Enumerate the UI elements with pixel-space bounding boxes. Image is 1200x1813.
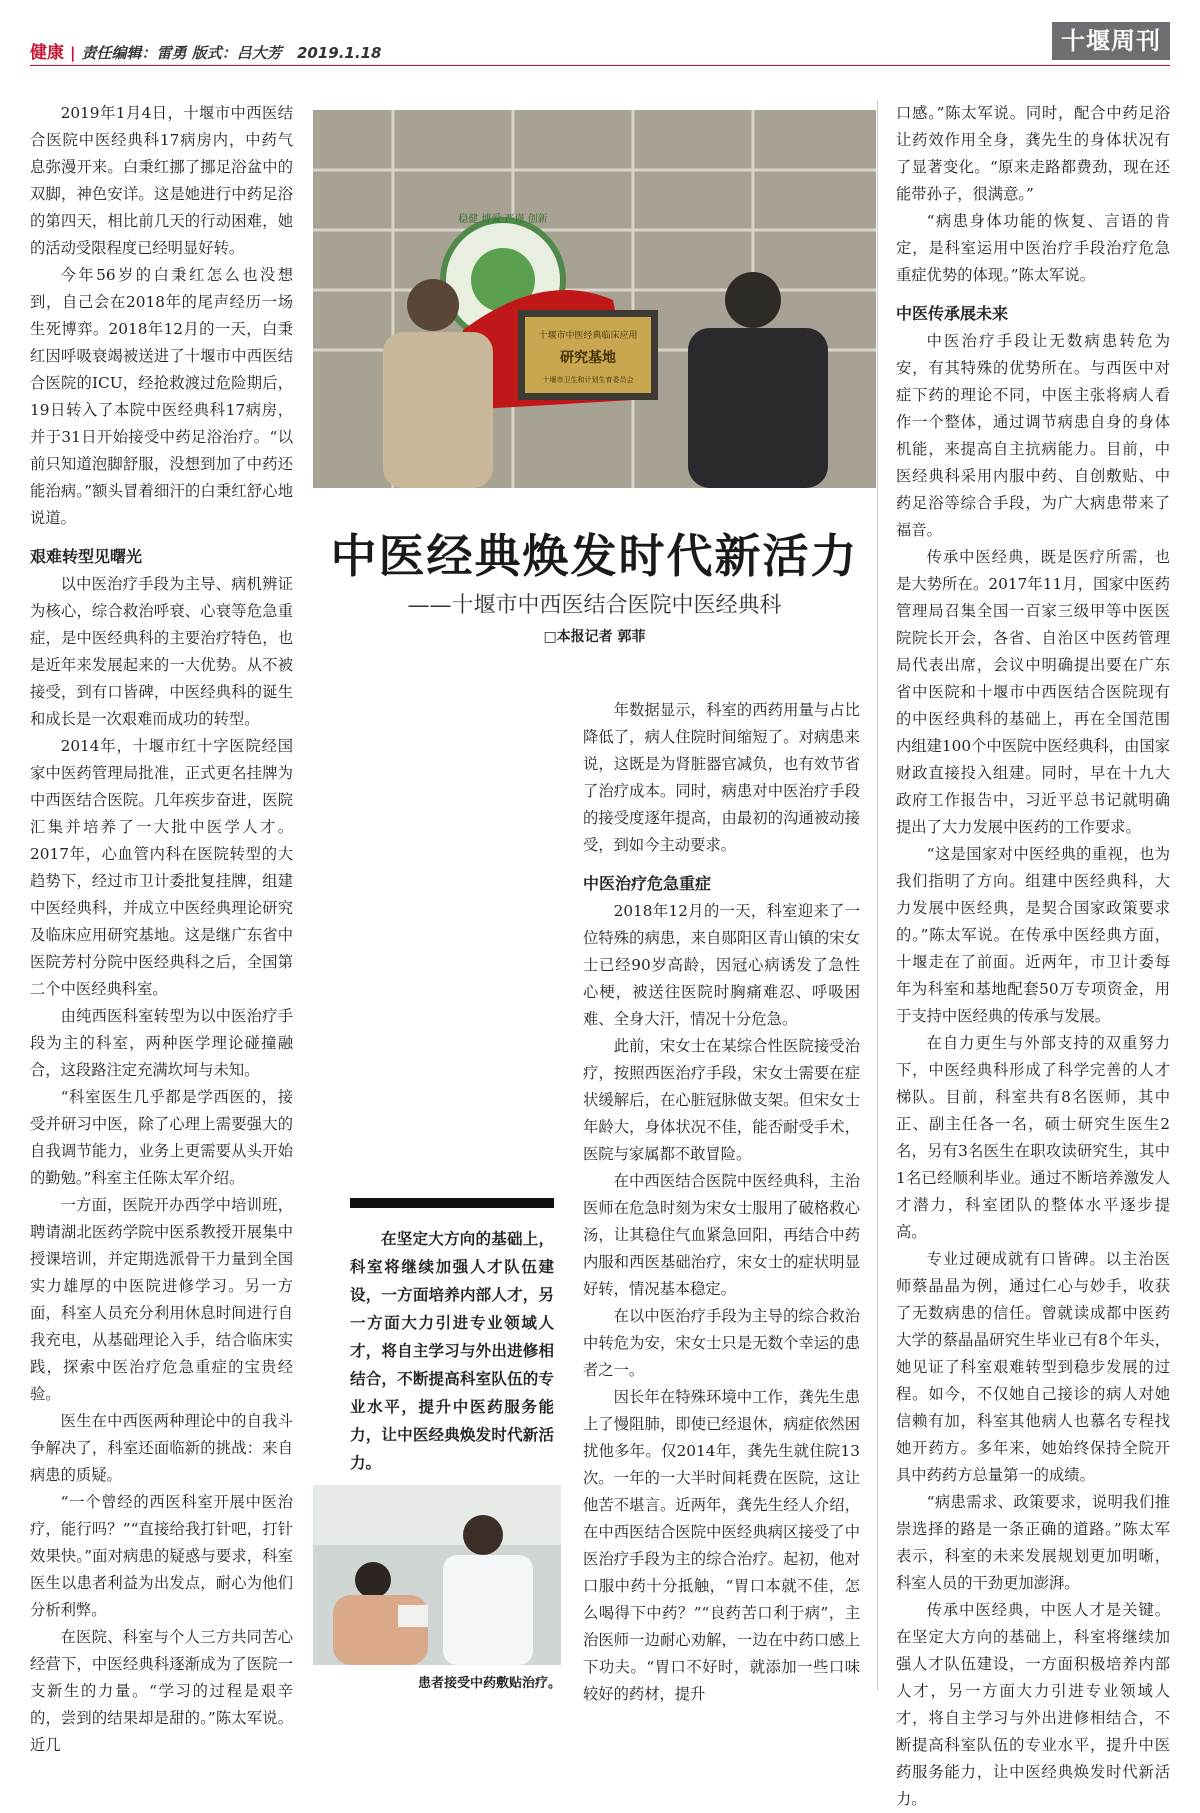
paragraph: 2018年12月的一天，科室迎来了一位特殊的病患，来自郧阳区青山镇的宋女士已经90岁高龄，因冠心病诱发了急性心梗，被送往医院时胸痛难忍、呼吸困难、全身大汗，情况十分危急。 [583,902,860,1028]
logo-ring-text: 稳健 博爱 严谨 创新 [458,214,548,225]
column-1 [30,100,293,1759]
paragraph: “这是国家对中医经典的重视，也为我们指明了方向。组建中医经典科，大力发展中医经典，是契合国家政策要求的。”陈太军说。在传承中医经典方面，十堰走在了前面。近两年，市卫计委每年为科室和基地配套50万专项资金，用于支持中医经典的传承与发展。 [896,845,1170,1025]
section-heading: 中医治疗危急重症 [583,874,712,893]
page-header [30,38,381,63]
paragraph: 由纯西医科室转型为以中医治疗手段为主的科室，两种医学理论碰撞融合，这段路注定充满坎坷与未知。 [30,1007,293,1079]
paragraph: 今年56岁的白秉红怎么也没想到，自己会在2018年的尾声经历一场生死博弈。2018年12月的一天，白秉红因呼吸衰竭被送进了十堰市中西医结合医院的ICU，经抢救渡过危险期后，19日转入了本院中医经典科17病房，并于31日开始接受中药足浴治疗。“以前只知道泡脚舒服，没想到加了中药还能治病。”额头冒着细汗的白秉红舒心地说道。 [30,266,293,527]
paragraph: 医生在中西医两种理论中的自我斗争解决了，科室还面临新的挑战：来自病患的质疑。 [30,1412,293,1484]
section-heading: 艰难转型见曙光 [30,547,143,566]
paragraph: 此前，宋女士在某综合性医院接受治疗，按照西医治疗手段，宋女士需要在症状缓解后，在心脏冠脉做支架。但宋女士年龄大，身体状况不佳，能否耐受手术，医院与家属都不敢冒险。 [583,1037,860,1163]
ceremony-photo-illustration [313,110,876,488]
photo-caption: 患者接受中药敷贴治疗。 [417,1676,561,1691]
treatment-photo-illustration [313,1485,561,1665]
paragraph: 因长年在特殊环境中工作，龚先生患上了慢阻肺，即使已经退休，病症依然困扰他多年。仅2014年，龚先生就住院13次。一年的一大半时间耗费在医院，这让他苦不堪言。近两年，龚先生经人介绍，在中西医结合医院中医经典病区接受了中医治疗手段为主的综合治疗。起初，他对口服中药十分抵触，“胃口本就不佳，怎么喝得下中药？”“良药苦口利于病”，主治医师一边耐心劝解，一边在中药口感上下功夫。“胃口不好时，就添加一些口味较好的药材，提升 [583,1388,860,1703]
paragraph: 传承中医经典，中医人才是关键。在坚定大方向的基础上，科室将继续加强人才队伍建设，一方面积极培养内部人才，另一方面大力引进专业领域人才，将自主学习与外出进修相结合，不断提高科室队伍的专业水平，提升中医药服务能力，让中医经典焕发时代新活力。 [896,1601,1170,1808]
header-separator: | [70,44,76,62]
paragraph: 专业过硬成就有口皆碑。以主治医师蔡晶晶为例，通过仁心与妙手，收获了无数病患的信任。曾就读成都中医药大学的蔡晶晶研究生毕业已有8个年头，她见证了科室艰难转型到稳步发展的过程。如今，不仅她自己接诊的病人对她信赖有加，科室其他病人也慕名专程找她开药方。多年来，她始终保持全院开具中药药方总量第一的成绩。 [896,1250,1170,1484]
ceremony-photo [313,110,876,488]
plaque-line-3: 十堰市卫生和计划生育委员会 [542,376,634,384]
masthead-logo: 十堰周刊 [1052,22,1170,60]
paragraph: 在医院、科室与个人三方共同苦心经营下，中医经典科逐渐成为了医院一支新生的力量。“学习的过程是艰辛的，尝到的结果却是甜的。”陈太军说。近几 [30,1628,293,1754]
pullquote-bar [350,1198,554,1208]
paragraph: “病患身体功能的恢复、言语的肯定，是科室运用中医治疗手段治疗危急重症优势的体现。”陈太军说。 [896,212,1170,284]
paragraph: 口感。”陈太军说。同时，配合中药足浴让药效作用全身，龚先生的身体状况有了显著变化。“原来走路都费劲，现在还能带孙子，很满意。” [896,104,1170,203]
paragraph: 一方面，医院开办西学中培训班，聘请湖北医药学院中医系教授开展集中授课培训，并定期选派骨干力量到全国实力雄厚的中医院进修学习。另一方面，科室人员充分利用休息时间进行自我充电，从基础理论入手，结合临床实践，探索中医治疗危急重症的宝贵经验。 [30,1196,293,1403]
paragraph: “科室医生几乎都是学西医的，接受并研习中医，除了心理上需要强大的自我调节能力，业务上更需要从头开始的勤勉。”科室主任陈太军介绍。 [30,1088,293,1187]
article-byline: □本报记者 郭菲 [543,629,646,645]
paragraph: 在自力更生与外部支持的双重努力下，中医经典科形成了科学完善的人才梯队。目前，科室共有8名医师，其中正、副主任各一名，硕士研究生医生2名，另有3名医生在职攻读研究生，其中1名已经顺利毕业。通过不断培养激发人才潜力，科室团队的整体水平逐步提高。 [896,1034,1170,1241]
pullquote: 在坚定大方向的基础上，科室将继续加强人才队伍建设，一方面培养内部人才，另一方面大力引进专业领域人才，将自主学习与外出进修相结合，不断提高科室队伍的专业水平，提升中医药服务能力，让中医经典焕发时代新活力。 [350,1230,554,1472]
paragraph: 中医治疗手段让无数病患转危为安，有其特殊的优势所在。与西医中对症下药的理论不同，中医主张将病人看作一个整体，通过调节病患自身的身体机能，来提高自主抗病能力。目前，中医经典科采用内服中药、自创敷贴、中药足浴等综合手段，为广大病患带来了福音。 [896,332,1170,539]
issue-date: 2019.1.18 [296,44,382,62]
paragraph: 在以中医治疗手段为主导的综合救治中转危为安，宋女士只是无数个幸运的患者之一。 [583,1307,860,1379]
section-label: 健康 [30,43,64,63]
paragraph: “一个曾经的西医科室开展中医治疗，能行吗？”“直接给我打针吧，打针效果快。”面对病患的疑惑与要求，科室医生以患者利益为出发点，耐心为他们分析利弊。 [30,1493,293,1619]
paragraph: “病患需求、政策要求，说明我们推崇选择的路是一条正确的道路。”陈太军表示，科室的未来发展规划更加明晰，科室人员的干劲更加澎湃。 [896,1493,1170,1592]
paragraph: 以中医治疗手段为主导、病机辨证为核心，综合救治呼衰、心衰等危急重症，是中医经典科的主要治疗特色，也是近年来发展起来的一大优势。从不被接受，到有口皆碑，中医经典科的诞生和成长是一次艰难而成功的转型。 [30,575,293,728]
paragraph: 2014年，十堰市红十字医院经国家中医药管理局批准，正式更名挂牌为中西医结合医院。几年疾步奋进，医院汇集并培养了一大批中医学人才。2017年，心血管内科在医院转型的大趋势下，经过市卫计委批复挂牌，组建中医经典科，并成立中医经典理论研究及临床应用研究基地。这是继广东省中医院芳村分院中医经典科之后，全国第二个中医经典科室。 [30,737,293,998]
paragraph: 在中西医结合医院中医经典科，主治医师在危急时刻为宋女士服用了破格救心汤，让其稳住气血紧急回阳，再结合中药内服和西医基础治疗，宋女士的症状明显好转，情况基本稳定。 [583,1172,860,1298]
column-3 [583,697,860,1708]
treatment-photo [313,1485,561,1665]
header-rule [30,65,1170,66]
plaque-line-2: 研究基地 [560,350,616,366]
column-divider [877,100,878,1690]
article-subtitle: ——十堰市中西医结合医院中医经典科 [407,593,782,618]
paragraph: 年数据显示，科室的西药用量与占比降低了，病人住院时间缩短了。对病患来说，这既是为肾脏器官减负，也有效节省了治疗成本。同时，病患对中医治疗手段的接受度逐年提高，由最初的沟通被动接受，到如今主动要求。 [583,701,860,854]
paragraph: 2019年1月4日，十堰市中西医结合医院中医经典科17病房内，中药气息弥漫开来。白秉红挪了挪足浴盆中的双脚，神色安详。这是她进行中药足浴的第四天，相比前几天的行动困难，她的活动受限程度已经明显好转。 [30,104,293,257]
column-4 [896,100,1170,1813]
section-heading: 中医传承展未来 [896,304,1009,323]
article-title: 中医经典焕发时代新活力 [330,529,859,583]
plaque-line-1: 十堰市中医经典临床应用 [538,331,638,341]
paragraph: 传承中医经典，既是医疗所需，也是大势所在。2017年11月，国家中医药管理局召集全国一百家三级甲等中医医院院长开会，各省、自治区中医药管理局代表出席，会议中明确提出要在广东省中医院和十堰市中西医结合医院现有的中医经典科的基础上，再在全国范围内组建100个中医院中医经典科，由国家财政直接投入组建。同时，早在十九大政府工作报告中，习近平总书记就明确提出了大力发展中医药的工作要求。 [896,548,1170,836]
editor-credits: 责任编辑：雷勇 版式：吕大芳 [81,44,282,62]
